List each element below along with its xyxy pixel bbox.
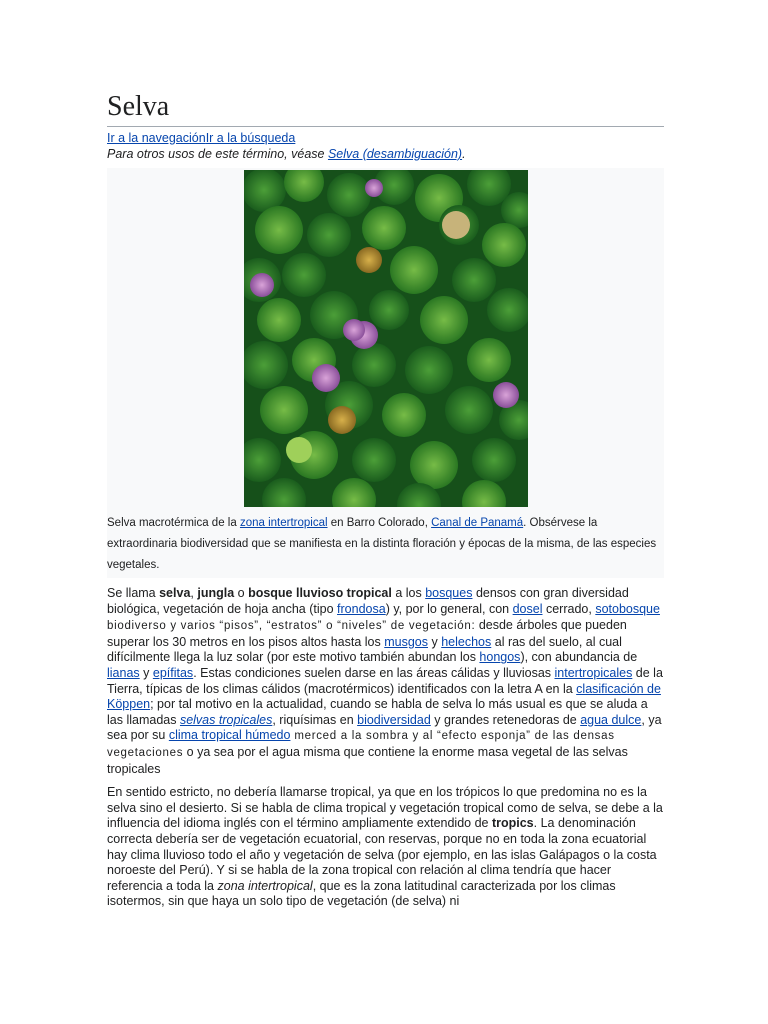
text: cerrado, [542, 601, 596, 616]
caption-link-intertropical[interactable]: zona intertropical [239, 517, 328, 529]
text: . La denominación correcta debería ser de vegetación ecuatorial, con reservas, porque no en toda la zona ecuatorial hay clima lluvioso todo el año y vegetación de selva (por ejemplo, en las islas Galápagos o la costa noroeste del Perú). Y si se habla de la zona tropical con relación al clima tendría que hacer referencia a toda la [107, 816, 657, 893]
text: o [234, 586, 249, 600]
text: , ya sea por su [107, 712, 662, 743]
link-musgos[interactable]: musgos [384, 634, 429, 649]
text: Se llama [107, 586, 160, 600]
text: , riquísimas en [272, 712, 358, 727]
jump-links [107, 130, 664, 146]
hatnote [107, 146, 664, 162]
text: desde árboles que pueden superar los 30 metros en los pisos altos hasta los [107, 618, 627, 649]
link-frondosa[interactable]: frondosa [337, 601, 386, 616]
text: y [428, 634, 442, 649]
text: ) y, por lo general, con [385, 601, 513, 616]
italic-term: zona intertropical [217, 878, 313, 893]
page-title: Selva [107, 88, 664, 127]
link-clima-tropical-humedo[interactable]: clima tropical húmedo [168, 728, 291, 743]
goto-navigation-link[interactable]: Ir a la navegación [107, 131, 206, 145]
link-hongos[interactable]: hongos [479, 650, 521, 665]
caption-text: Selva macrotérmica de la [107, 517, 240, 529]
bold-term: bosque lluvioso tropical [248, 586, 392, 600]
link-agua-dulce[interactable]: agua dulce [580, 712, 642, 727]
text: ; por tal motivo en la actualidad, cuando se habla de selva lo más usual es que se aluda a las llamadas [107, 697, 648, 727]
hatnote-suffix: . [462, 147, 466, 161]
rainforest-illustration [244, 170, 528, 507]
disambiguation-link[interactable]: Selva (desambiguación) [327, 147, 463, 161]
text: . Estas condiciones suelen darse en las áreas cálidas y lluviosas [193, 665, 555, 680]
text: al ras del suelo, al cual difícilmente llega la luz solar (por este motivo también abundan los [107, 634, 622, 665]
hatnote-text: Para otros usos de este término, véase [107, 147, 328, 161]
link-bosques[interactable]: bosques [425, 586, 473, 600]
text: , que es la zona latitudinal caracterizada por los climas isotermos, sin que haya un solo tipo de vegetación (de selva) ni [107, 878, 616, 909]
link-epifitas[interactable]: epífitas [152, 665, 194, 680]
caption-text: en Barro Colorado, [327, 517, 432, 529]
caption-link-panama[interactable]: Canal de Panamá [431, 517, 524, 529]
caption-text: . Obsérvese la extraordinaria biodiversidad que se manifiesta en la distinta floración y épocas de la misma, de las especies vegetales. [107, 517, 657, 571]
link-lianas[interactable]: lianas [107, 665, 140, 680]
bold-term: tropics [491, 816, 534, 831]
text: , [190, 586, 198, 600]
text: En sentido estricto, no debería llamarse tropical, ya que en los trópicos lo que predomina no es la selva sino el desierto. Si se habla de clima tropical y vegetación tropical como de selva, se debe a la influencia del idioma inglés con el término ampliamente extendido de [107, 785, 663, 831]
article [107, 88, 664, 910]
text: de la Tierra, típicas de los climas cálidos (macrotérmicos) identificados con la letra A en la [107, 665, 663, 696]
text: y [139, 665, 153, 680]
link-intertropicales[interactable]: intertropicales [554, 665, 633, 680]
bold-term: jungla [197, 586, 235, 600]
link-dosel[interactable]: dosel [512, 601, 543, 616]
text: y grandes retenedoras de [430, 712, 581, 727]
link-koppen[interactable]: clasificación de Köppen [107, 681, 661, 712]
text: o ya sea por el agua misma que contiene la enorme masa vegetal de las selvas tropicales [107, 744, 628, 776]
goto-search-link[interactable]: Ir a la búsqueda [205, 131, 296, 145]
text: ), con abundancia de [520, 650, 638, 665]
text: merced a la sombra y al “efecto esponja” de las densas vegetaciones [107, 730, 615, 759]
link-biodiversidad[interactable]: biodiversidad [357, 712, 431, 727]
link-selvas-tropicales[interactable]: selvas tropicales [179, 712, 273, 727]
text: a los [391, 586, 426, 600]
text: biodiverso y varios “pisos”, “estratos” o “niveles” de vegetación: [107, 620, 476, 633]
figure [107, 168, 664, 578]
article-body [107, 586, 664, 910]
paragraph-2 [107, 785, 664, 910]
figure-caption [107, 507, 664, 576]
text: densos con gran diversidad biológica, vegetación de hoja ancha (tipo [107, 586, 629, 616]
link-sotobosque[interactable]: sotobosque [595, 601, 660, 616]
paragraph-1 [107, 586, 664, 777]
rainforest-image[interactable] [244, 170, 528, 507]
bold-term: selva [159, 586, 191, 600]
link-helechos[interactable]: helechos [441, 634, 492, 649]
